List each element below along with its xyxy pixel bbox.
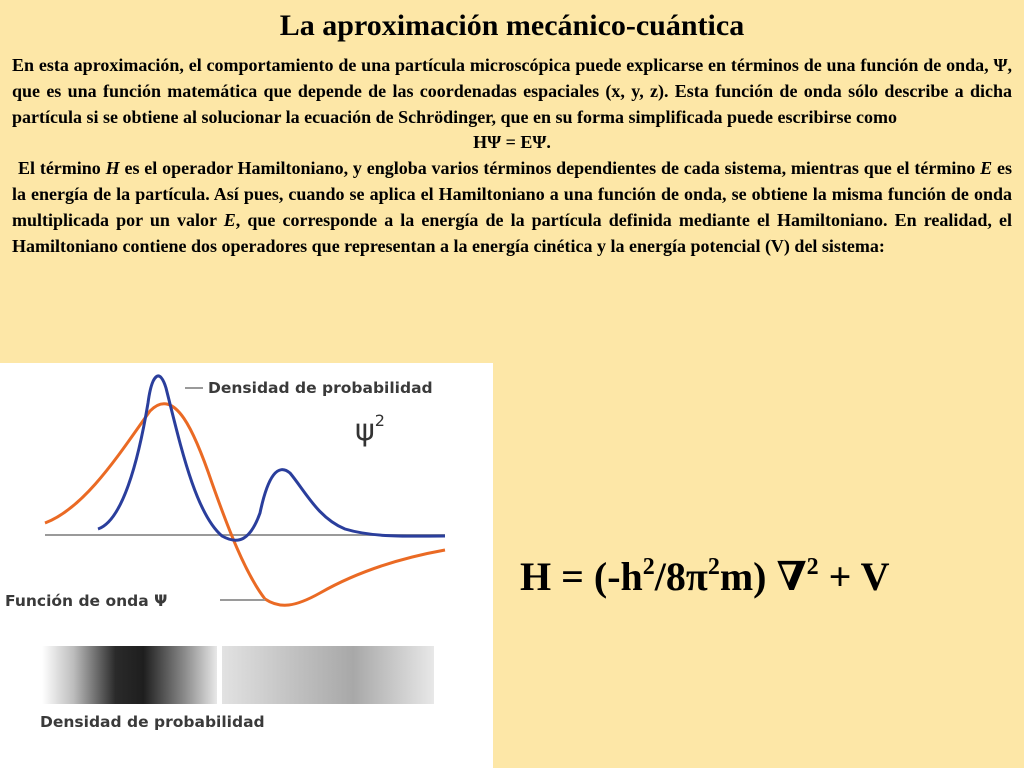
term-h: H — [105, 158, 120, 179]
density-label-bottom: Densidad de probabilidad — [40, 713, 265, 731]
density-label-top: Densidad de probabilidad — [208, 379, 433, 397]
formula-exponent: 2 — [707, 554, 720, 580]
probability-density-curve — [98, 376, 445, 540]
slide-title: La aproximación mecánico-cuántica — [279, 9, 745, 42]
text-run: El término — [18, 158, 106, 179]
formula-exponent: 2 — [806, 554, 819, 580]
body-text — [12, 53, 1012, 259]
term-e: E — [980, 158, 993, 179]
paragraph-hamiltonian — [12, 156, 1012, 259]
psi-squared-label — [355, 411, 385, 448]
density-gradient-bar-1 — [42, 646, 217, 704]
text-run: es la energía de la partícula. Así pues, cuando se aplica el Hamiltoniano a una función de onda, se obtiene la misma función de onda multiplicada por un valor — [12, 158, 1012, 230]
wavefunction-figure — [0, 363, 493, 768]
term-e: E — [223, 209, 236, 230]
formula-part: m) ∇ — [719, 554, 807, 599]
wavefunction-label: Función de onda Ψ — [5, 592, 168, 610]
formula-exponent: 2 — [642, 554, 655, 580]
hamiltonian-formula — [520, 553, 890, 600]
figure-curves — [0, 363, 493, 768]
psi-symbol: ψ — [355, 413, 375, 448]
psi-exponent: 2 — [374, 411, 385, 430]
density-gradient-bar-2 — [222, 646, 434, 704]
schrodinger-equation: HΨ = EΨ. — [473, 132, 551, 153]
text-run: es el operador Hamiltoniano, y engloba varios términos dependientes de cada sistema, mientras que el término — [119, 158, 981, 179]
formula-part: /8π — [654, 554, 708, 599]
paragraph-intro: En esta aproximación, el comportamiento de una partícula microscópica puede explicarse en términos de una función de onda, Ψ, que es una función matemática que depende de las coordenadas espaciales (x, y, z). Esta función de onda sólo describe a dicha partícula si se obtiene al solucionar la ecuación de Schrödinger, que en su forma simplificada puede escribirse como — [12, 55, 1012, 127]
formula-part: + V — [818, 554, 890, 599]
wavefunction-curve — [45, 404, 445, 606]
text-run: , que corresponde a la energía de la partícula definida mediante el Hamiltoniano. En realidad, el Hamiltoniano contiene dos operadores que representan a la energía cinética y la energía potencial (V) del sistema: — [12, 209, 1013, 256]
formula-part: H = (-h — [520, 554, 643, 599]
